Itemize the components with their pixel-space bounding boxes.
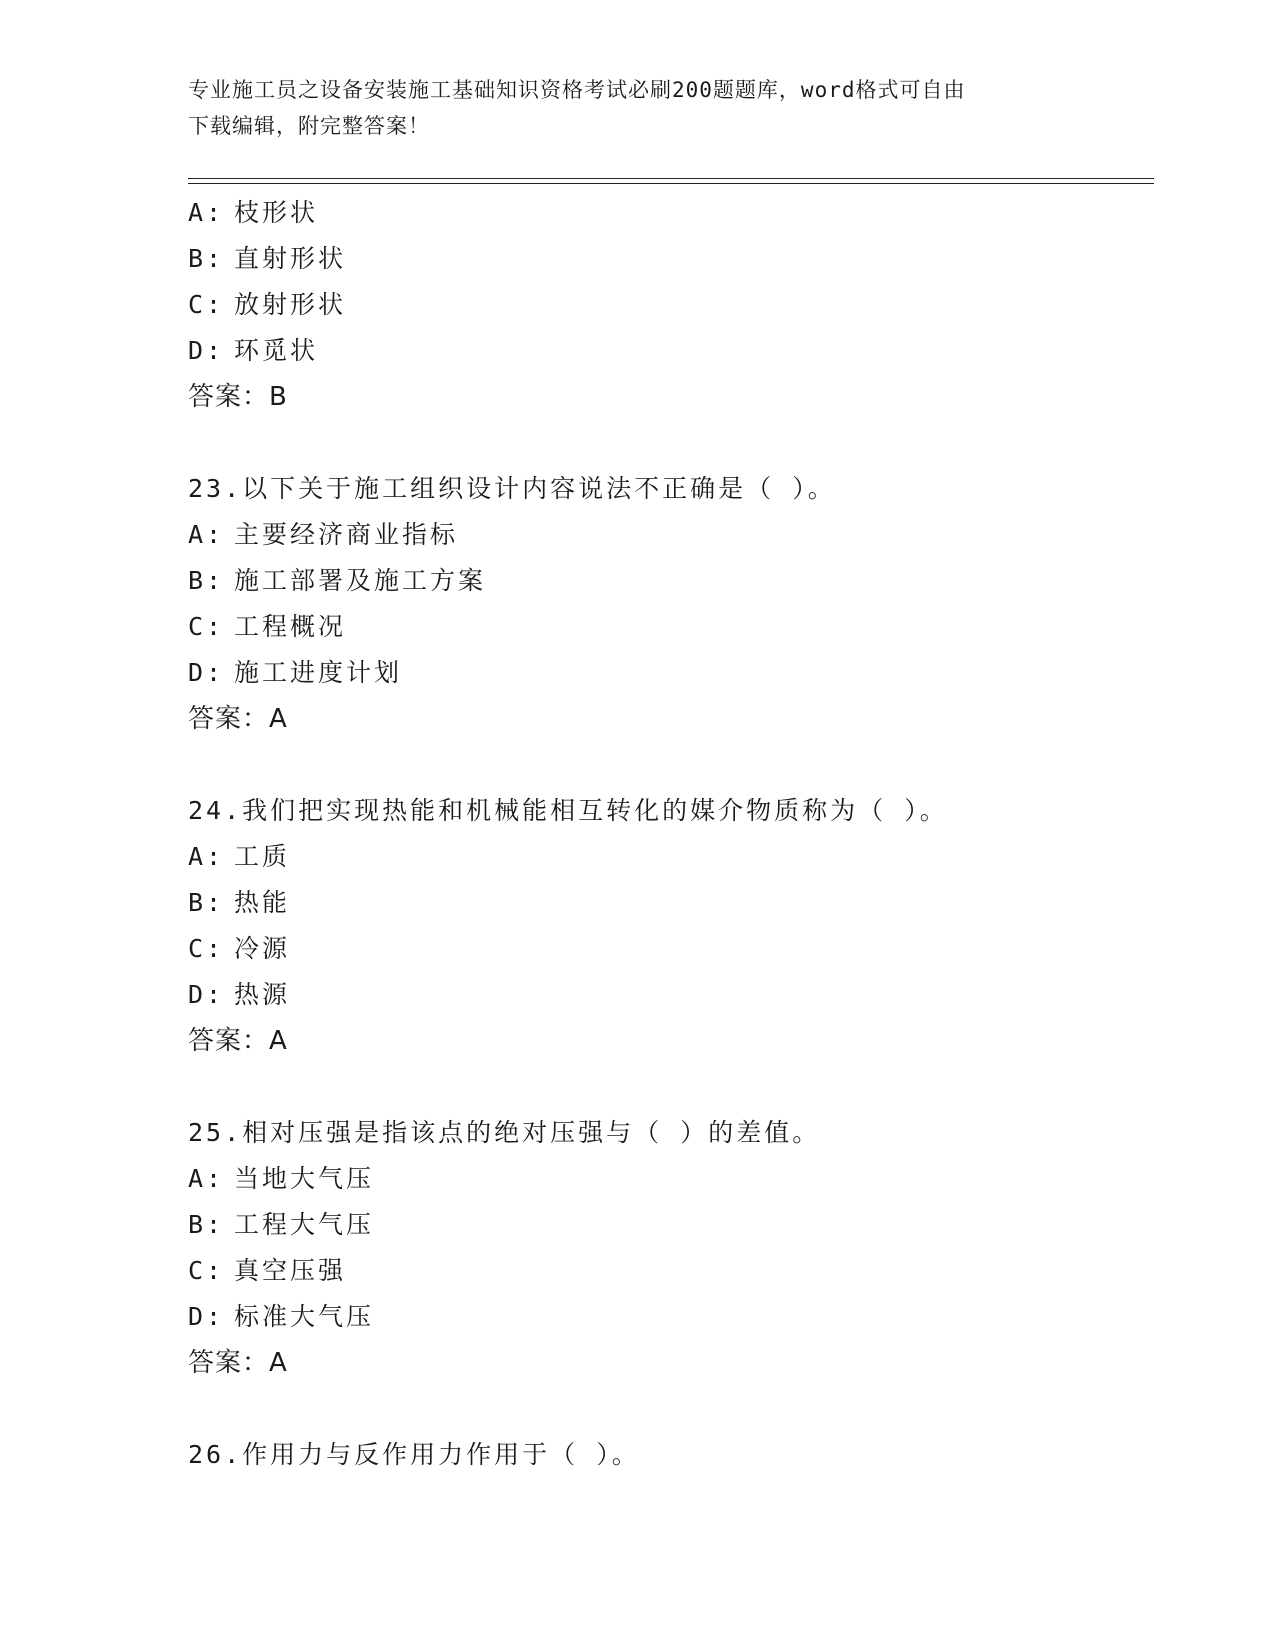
question-22-block (188, 190, 1154, 420)
option-label: C: (188, 934, 225, 963)
option-c (188, 926, 1154, 972)
option-text: 冷源 (234, 934, 291, 963)
option-label: B: (188, 566, 225, 595)
answer-line: 答案：B (188, 382, 288, 412)
header-line-2: 下载编辑，附完整答案！ (188, 114, 430, 138)
option-label: C: (188, 1256, 225, 1285)
option-b (188, 236, 1154, 282)
option-b (188, 880, 1154, 926)
option-text: 枝形状 (234, 198, 319, 227)
document-header (188, 72, 1088, 144)
option-text: 工质 (234, 842, 291, 871)
option-text: 热源 (234, 980, 291, 1009)
option-text: 直射形状 (234, 244, 347, 273)
question-26-block (188, 1432, 1154, 1478)
option-b (188, 558, 1154, 604)
option-text: 工程概况 (234, 612, 347, 641)
option-text: 热能 (234, 888, 291, 917)
option-label: D: (188, 658, 225, 687)
option-label: B: (188, 1210, 225, 1239)
option-label: B: (188, 888, 225, 917)
question-23-block (188, 466, 1154, 742)
option-text: 工程大气压 (234, 1210, 375, 1239)
option-text: 标准大气压 (234, 1302, 375, 1331)
option-label: A: (188, 520, 225, 549)
header-divider-bottom (188, 183, 1154, 184)
header-divider-top (188, 178, 1154, 179)
question-text: 23.以下关于施工组织设计内容说法不正确是（ ）。 (188, 474, 836, 503)
question-text: 24.我们把实现热能和机械能相互转化的媒介物质称为（ ）。 (188, 796, 948, 825)
option-label: C: (188, 290, 225, 319)
option-label: C: (188, 612, 225, 641)
question-25-block (188, 1110, 1154, 1386)
option-label: D: (188, 1302, 225, 1331)
option-d (188, 650, 1154, 696)
question-list (188, 190, 1154, 1478)
option-label: A: (188, 1164, 225, 1193)
option-text: 主要经济商业指标 (234, 520, 459, 549)
option-d (188, 328, 1154, 374)
option-text: 当地大气压 (234, 1164, 375, 1193)
option-c (188, 1248, 1154, 1294)
option-label: A: (188, 198, 225, 227)
option-d (188, 972, 1154, 1018)
option-c (188, 604, 1154, 650)
option-b (188, 1202, 1154, 1248)
option-a (188, 834, 1154, 880)
answer-line: 答案：A (188, 1026, 288, 1056)
option-label: A: (188, 842, 225, 871)
answer-line: 答案：A (188, 1348, 288, 1378)
option-text: 真空压强 (234, 1256, 347, 1285)
question-24-block (188, 788, 1154, 1064)
option-a (188, 512, 1154, 558)
option-label: B: (188, 244, 225, 273)
option-c (188, 282, 1154, 328)
option-text: 施工部署及施工方案 (234, 566, 487, 595)
option-d (188, 1294, 1154, 1340)
question-text: 26.作用力与反作用力作用于（ ）。 (188, 1440, 640, 1469)
answer-line: 答案：A (188, 704, 288, 734)
option-a (188, 1156, 1154, 1202)
option-text: 环觅状 (234, 336, 319, 365)
question-text: 25.相对压强是指该点的绝对压强与（ ）的差值。 (188, 1118, 821, 1147)
option-label: D: (188, 980, 225, 1009)
option-a (188, 190, 1154, 236)
option-text: 施工进度计划 (234, 658, 403, 687)
option-text: 放射形状 (234, 290, 347, 319)
header-line-1: 专业施工员之设备安装施工基础知识资格考试必刷200题题库，word格式可自由 (188, 78, 966, 102)
option-label: D: (188, 336, 225, 365)
